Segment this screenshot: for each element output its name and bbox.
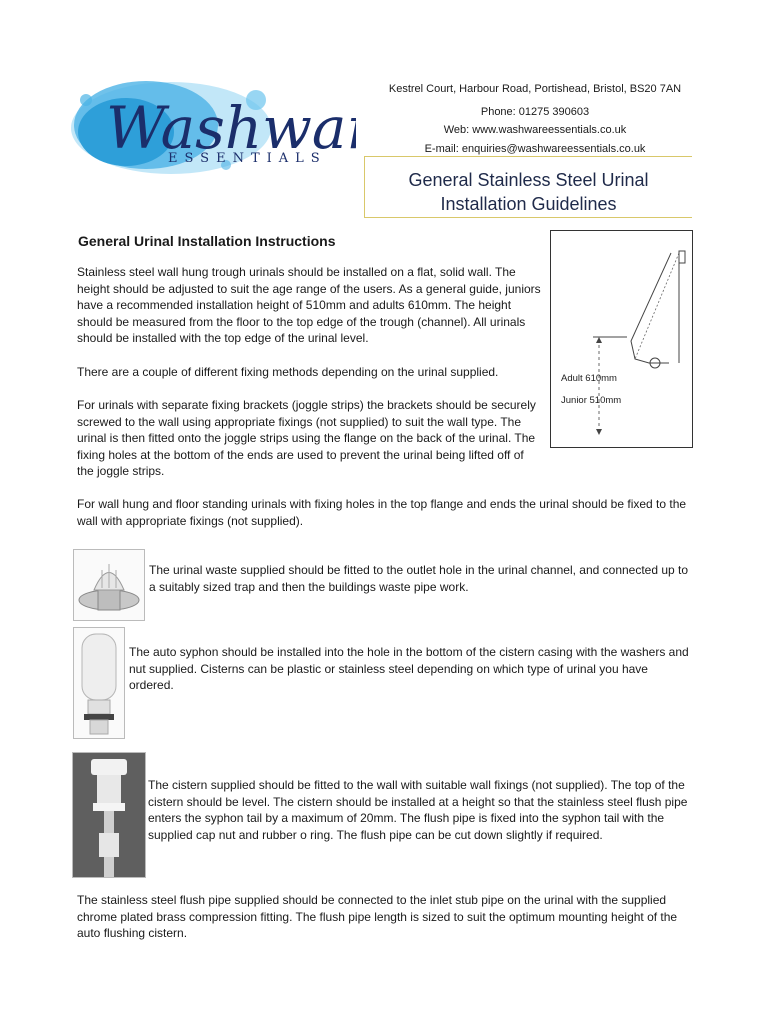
auto-syphon-image bbox=[74, 628, 124, 738]
syphon-caption: The auto syphon should be installed into the hole in the bottom of the cistern casing with the washers and nut supplied. Cisterns can be plastic or stainless steel depending on which type of urinal you have ordered. bbox=[129, 645, 689, 693]
urinal-waste-image bbox=[74, 550, 144, 620]
logo-graphic bbox=[66, 70, 356, 180]
document-title-line-1: General Stainless Steel Urinal bbox=[408, 170, 649, 190]
adult-height-label: Adult 610mm bbox=[561, 373, 617, 384]
junior-height-label: Junior 510mm bbox=[561, 395, 622, 406]
washware-logo bbox=[66, 70, 356, 180]
urinal-height-diagram bbox=[550, 230, 693, 448]
cistern-caption-block bbox=[148, 777, 693, 843]
cistern-fitting-image bbox=[73, 753, 145, 877]
logo-subtitle: ESSENTIALS bbox=[168, 151, 327, 166]
document-title-box bbox=[364, 156, 692, 218]
phone-line: Phone: 01275 390603 bbox=[480, 105, 590, 118]
syphon-photo bbox=[73, 627, 125, 739]
cistern-caption: The cistern supplied should be fitted to the wall with suitable wall fixings (not supplied). The top of the cistern should be level. The cistern should be installed at a height so that the stainless steel flush pipe enters the syphon tail by a maximum of 20mm. The flush pipe is fixed into the syphon tail with the supplied cap nut and rubber o ring. The flush pipe can be cut down slightly if required. bbox=[148, 778, 688, 842]
web-line[interactable]: Web: www.washwareessentials.co.uk bbox=[443, 124, 627, 136]
paragraph-wall-hung: For wall hung and floor standing urinals with fixing holes in the top flange and ends the urinal should be fixed to the wall with appropriate fixings (not supplied). bbox=[77, 497, 687, 528]
paragraph-flush-pipe: The stainless steel flush pipe supplied should be connected to the inlet stub pipe on the urinal with the supplied chrome plated brass compression fitting. The flush pipe length is sized to suit the optimum mounting height of the auto flushing cistern. bbox=[77, 893, 678, 941]
address-line: Kestrel Court, Harbour Road, Portishead, Bristol, BS20 7AN bbox=[388, 83, 682, 95]
email-line[interactable]: E-mail: enquiries@washwareessentials.co.uk bbox=[424, 142, 646, 155]
waste-photo bbox=[73, 549, 145, 621]
waste-caption-block bbox=[149, 562, 693, 595]
paragraph-height: Stainless steel wall hung trough urinals should be installed on a flat, solid wall. The height should be adjusted to suit the age range of the users. As a general guide, juniors have a recommended installation height of 510mm and adults 610mm. The height should be measured from the floor to the top edge of the trough (channel). All urinals should be installed with the top edge of the urinal level. bbox=[77, 265, 541, 346]
document-title-line-2: Installation Guidelines bbox=[440, 194, 617, 214]
section-heading: General Urinal Installation Instructions bbox=[78, 233, 336, 249]
logo-wordmark: Washwa bbox=[106, 94, 347, 162]
waste-caption: The urinal waste supplied should be fitted to the outlet hole in the urinal channel, and connected up to a suitably sized trap and then the buildings waste pipe work. bbox=[149, 563, 689, 594]
cistern-photo bbox=[72, 752, 146, 878]
paragraph-joggle-strips: For urinals with separate fixing brackets (joggle strips) the brackets should be securely screwed to the wall using appropriate fixings (not supplied) to suit the wall type. The urinal is then fitted onto the joggle strips using the flange on the back of the urinal. The fixing holes at the bottom of the ends are used to prevent the urinal being lifted off of the joggle strips. bbox=[77, 398, 536, 479]
syphon-caption-block bbox=[129, 644, 693, 694]
contact-block bbox=[370, 80, 700, 158]
urinal-side-profile bbox=[551, 231, 692, 447]
paragraph-fixing-methods: There are a couple of different fixing methods depending on the urinal supplied. bbox=[77, 365, 499, 379]
